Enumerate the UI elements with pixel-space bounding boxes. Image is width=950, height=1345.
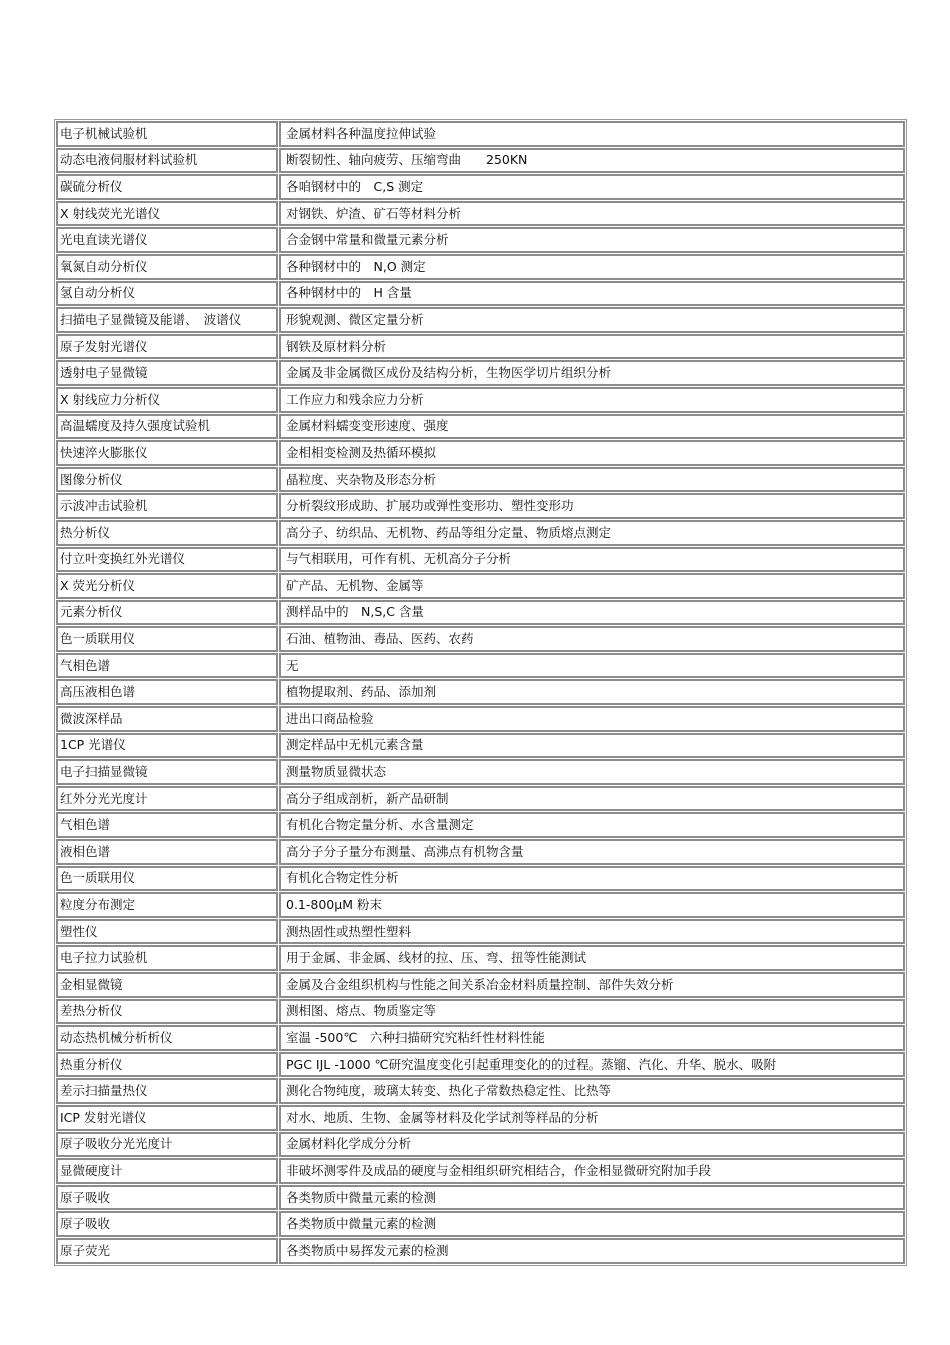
instrument-name-cell: 塑性仪 xyxy=(56,919,278,945)
table-row xyxy=(56,759,905,785)
instrument-purpose-cell: 0.1-800μM 粉末 xyxy=(279,892,905,918)
table-row xyxy=(56,919,905,945)
table-row xyxy=(56,1025,905,1051)
instrument-name-cell: 热重分析仪 xyxy=(56,1052,278,1078)
instrument-purpose-cell: 测相图、熔点、物质鉴定等 xyxy=(279,999,905,1025)
table-row xyxy=(56,1211,905,1237)
instrument-purpose-cell: 金相相变检测及热循环模拟 xyxy=(279,440,905,466)
table-row xyxy=(56,892,905,918)
instrument-purpose-cell: 非破坏测零件及成品的硬度与金相组织研究相结合，作金相显微研究附加手段 xyxy=(279,1158,905,1184)
instrument-purpose-cell: 各类物质中微量元素的检测 xyxy=(279,1185,905,1211)
table-row xyxy=(56,148,905,174)
instrument-name-cell: 原子吸收分光光度计 xyxy=(56,1132,278,1158)
instrument-name-cell: 色一质联用仪 xyxy=(56,626,278,652)
instrument-name-cell: 色一质联用仪 xyxy=(56,866,278,892)
table-row xyxy=(56,174,905,200)
instrument-purpose-cell: 金属材料各种温度拉伸试验 xyxy=(279,121,905,147)
instrument-name-cell: 显微硬度计 xyxy=(56,1158,278,1184)
table-row xyxy=(56,520,905,546)
table-row xyxy=(56,679,905,705)
table-row xyxy=(56,706,905,732)
table-row xyxy=(56,1132,905,1158)
instrument-purpose-cell: 各类物质中微量元素的检测 xyxy=(279,1211,905,1237)
instrument-name-cell: 电子扫描显微镜 xyxy=(56,759,278,785)
table-row xyxy=(56,1238,905,1264)
instrument-name-cell: 氧氮自动分析仪 xyxy=(56,254,278,280)
instrument-name-cell: 高温蠕度及持久强度试验机 xyxy=(56,414,278,440)
table-row xyxy=(56,307,905,333)
instrument-purpose-cell: 金属材料蠕变变形速度、强度 xyxy=(279,414,905,440)
table-row xyxy=(56,121,905,147)
instrument-name-cell: X 射线应力分析仪 xyxy=(56,387,278,413)
instrument-purpose-cell: 有机化合物定性分析 xyxy=(279,866,905,892)
table-row xyxy=(56,573,905,599)
table-row xyxy=(56,653,905,679)
instrument-purpose-cell: 分析裂纹形成助、扩展功或弹性变形功、塑性变形功 xyxy=(279,493,905,519)
instrument-purpose-cell: 金属材料化学成分分析 xyxy=(279,1132,905,1158)
table-row xyxy=(56,414,905,440)
instrument-purpose-cell: PGC IJL -1000 ℃研究温度变化引起重理变化的的过程。蒸镏、汽化、升华、脱水、吸附 xyxy=(279,1052,905,1078)
instrument-name-cell: 碳硫分析仪 xyxy=(56,174,278,200)
instrument-purpose-cell: 各种钢材中的 H 含量 xyxy=(279,281,905,307)
instrument-name-cell: 付立叶变换红外光谱仪 xyxy=(56,547,278,573)
instrument-name-cell: 示波冲击试验机 xyxy=(56,493,278,519)
instrument-purpose-cell: 测定样品中无机元素含量 xyxy=(279,733,905,759)
instrument-name-cell: 电子拉力试验机 xyxy=(56,945,278,971)
instrument-purpose-cell: 工作应力和残余应力分析 xyxy=(279,387,905,413)
table-row xyxy=(56,334,905,360)
instrument-name-cell: 高压液相色谱 xyxy=(56,679,278,705)
instrument-purpose-cell: 形貌观测、微区定量分析 xyxy=(279,307,905,333)
instrument-purpose-cell: 矿产品、无机物、金属等 xyxy=(279,573,905,599)
instrument-purpose-cell: 高分子分子量分布测量、高沸点有机物含量 xyxy=(279,839,905,865)
table-row xyxy=(56,972,905,998)
instrument-name-cell: X 荧光分析仪 xyxy=(56,573,278,599)
instrument-name-cell: 气相色谱 xyxy=(56,812,278,838)
instrument-name-cell: 电子机械试验机 xyxy=(56,121,278,147)
table-row xyxy=(56,626,905,652)
instrument-name-cell: 快速淬火膨胀仪 xyxy=(56,440,278,466)
instrument-purpose-cell: 高分子、纺织品、无机物、药品等组分定量、物质熔点测定 xyxy=(279,520,905,546)
instrument-name-cell: 原子吸收 xyxy=(56,1185,278,1211)
table-row xyxy=(56,1078,905,1104)
instrument-purpose-cell: 室温 -500℃ 六种扫描研究究粘纤性材料性能 xyxy=(279,1025,905,1051)
instrument-purpose-cell: 对水、地质、生物、金属等材料及化学试剂等样品的分析 xyxy=(279,1105,905,1131)
instrument-purpose-cell: 对钢铁、炉渣、矿石等材料分析 xyxy=(279,201,905,227)
instrument-name-cell: 元素分析仪 xyxy=(56,600,278,626)
instrument-purpose-cell: 金属及合金组织机构与性能之间关系冶金材料质量控制、部件失效分析 xyxy=(279,972,905,998)
instrument-name-cell: X 射线荧光光谱仪 xyxy=(56,201,278,227)
instrument-name-cell: 光电直读光谱仪 xyxy=(56,227,278,253)
instrument-purpose-cell: 钢铁及原材料分析 xyxy=(279,334,905,360)
table-row xyxy=(56,493,905,519)
instrument-name-cell: 液相色谱 xyxy=(56,839,278,865)
instrument-name-cell: 动态热机械分析析仪 xyxy=(56,1025,278,1051)
instrument-purpose-cell: 各类物质中易挥发元素的检测 xyxy=(279,1238,905,1264)
instrument-purpose-cell: 测热固性或热塑性塑料 xyxy=(279,919,905,945)
instrument-purpose-cell: 无 xyxy=(279,653,905,679)
instrument-name-cell: 差示扫描量热仪 xyxy=(56,1078,278,1104)
instrument-purpose-cell: 有机化合物定量分析、水含量测定 xyxy=(279,812,905,838)
instrument-purpose-cell: 与气相联用，可作有机、无机高分子分析 xyxy=(279,547,905,573)
instrument-name-cell: 氢自动分析仪 xyxy=(56,281,278,307)
table-row xyxy=(56,812,905,838)
table-row xyxy=(56,387,905,413)
instrument-purpose-cell: 晶粒度、夹杂物及形态分析 xyxy=(279,467,905,493)
table-row xyxy=(56,600,905,626)
instrument-purpose-cell: 测量物质显微状态 xyxy=(279,759,905,785)
instrument-purpose-cell: 石油、植物油、毒品、医药、农药 xyxy=(279,626,905,652)
table-row xyxy=(56,786,905,812)
instrument-name-cell: 透射电子显微镜 xyxy=(56,360,278,386)
instrument-purpose-cell: 用于金属、非金属、线材的拉、压、弯、扭等性能测试 xyxy=(279,945,905,971)
table-row xyxy=(56,866,905,892)
instrument-table xyxy=(54,119,907,1266)
table-row xyxy=(56,440,905,466)
instrument-name-cell: 原子荧光 xyxy=(56,1238,278,1264)
instrument-name-cell: 气相色谱 xyxy=(56,653,278,679)
table-row xyxy=(56,254,905,280)
table-row xyxy=(56,1052,905,1078)
table-row xyxy=(56,1158,905,1184)
table-row xyxy=(56,467,905,493)
table-row xyxy=(56,227,905,253)
table-row xyxy=(56,281,905,307)
table-row xyxy=(56,201,905,227)
table-row xyxy=(56,733,905,759)
table-row xyxy=(56,999,905,1025)
instrument-name-cell: 图像分析仪 xyxy=(56,467,278,493)
instrument-table-body xyxy=(56,121,905,1264)
table-row xyxy=(56,839,905,865)
instrument-purpose-cell: 进出口商品检验 xyxy=(279,706,905,732)
table-row xyxy=(56,1105,905,1131)
instrument-name-cell: 红外分光光度计 xyxy=(56,786,278,812)
instrument-name-cell: 差热分析仪 xyxy=(56,999,278,1025)
instrument-name-cell: 微波深样品 xyxy=(56,706,278,732)
instrument-name-cell: 动态电液伺服材料试验机 xyxy=(56,148,278,174)
table-row xyxy=(56,547,905,573)
instrument-name-cell: ICP 发射光谱仪 xyxy=(56,1105,278,1131)
instrument-name-cell: 粒度分布测定 xyxy=(56,892,278,918)
instrument-purpose-cell: 断裂韧性、轴向疲劳、压缩弯曲 250KN xyxy=(279,148,905,174)
instrument-purpose-cell: 合金钢中常量和微量元素分析 xyxy=(279,227,905,253)
instrument-purpose-cell: 各种钢材中的 N,O 测定 xyxy=(279,254,905,280)
instrument-purpose-cell: 测化合物纯度，玻璃太转变、热化子常数热稳定性、比热等 xyxy=(279,1078,905,1104)
instrument-name-cell: 1CP 光谱仪 xyxy=(56,733,278,759)
instrument-name-cell: 原子吸收 xyxy=(56,1211,278,1237)
instrument-purpose-cell: 测样品中的 N,S,C 含量 xyxy=(279,600,905,626)
instrument-purpose-cell: 高分子组成剖析，新产品研制 xyxy=(279,786,905,812)
table-row xyxy=(56,360,905,386)
table-row xyxy=(56,1185,905,1211)
instrument-purpose-cell: 金属及非金属微区成份及结构分析，生物医学切片组织分析 xyxy=(279,360,905,386)
instrument-name-cell: 原子发射光谱仪 xyxy=(56,334,278,360)
instrument-purpose-cell: 植物提取剂、药品、添加剂 xyxy=(279,679,905,705)
instrument-name-cell: 热分析仪 xyxy=(56,520,278,546)
instrument-name-cell: 金相显微镜 xyxy=(56,972,278,998)
instrument-name-cell: 扫描电子显微镜及能谱、 波谱仪 xyxy=(56,307,278,333)
table-row xyxy=(56,945,905,971)
instrument-purpose-cell: 各咱钢材中的 C,S 测定 xyxy=(279,174,905,200)
